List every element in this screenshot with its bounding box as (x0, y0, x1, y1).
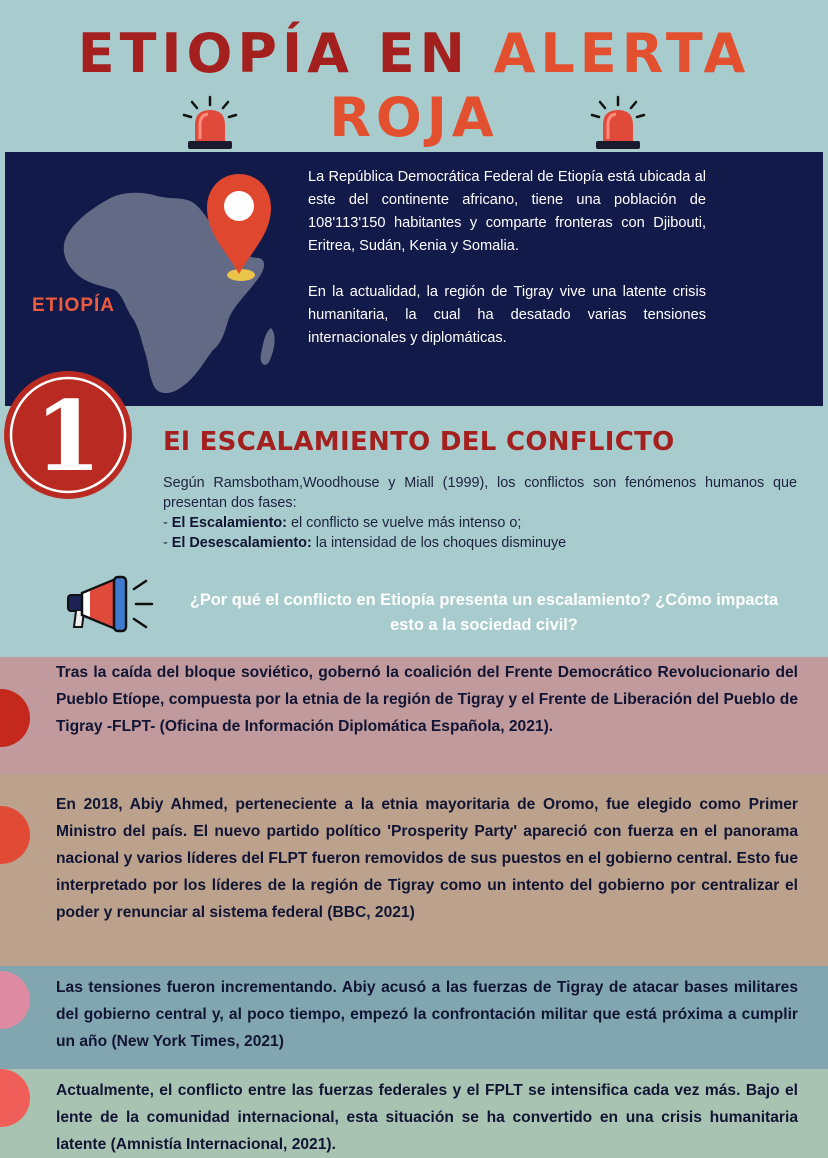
intro-paragraph-2: En la actualidad, la región de Tigray vive una latente crisis humanitaria, la cual ha desatado varias tensiones internacionales y diplomáticas. (308, 284, 706, 346)
phase-item-1 (163, 513, 797, 533)
timeline-dot-icon (0, 1069, 30, 1127)
intro-panel (5, 152, 823, 406)
page-title-line-2 (0, 86, 828, 150)
title-word-etiopia: ETIOPÍA (77, 22, 354, 85)
phase-item-2 (163, 533, 797, 553)
intro-paragraph-1: La República Democrática Federal de Etiopía está ubicada al este del continente africano, tiene una población de 108'113'150 habitantes y comparte fronteras con Djibouti, Eritrea, Sudán, Kenia y Somalia. (308, 169, 706, 254)
megaphone-icon (64, 575, 160, 633)
siren-icon (586, 95, 650, 153)
phase-bullet: - (163, 515, 172, 531)
timeline-text-2: En 2018, Abiy Ahmed, perteneciente a la etnia mayoritaria de Oromo, fue elegido como Primer Ministro del país. El nuevo partido político 'Prosperity Party' apareció con fuerza en el panorama nacional y varios líderes del FLPT fueron removidos de sus puestos en el gobierno central. Esto fue interpretado por los líderes de la región de Tigray como un intento del gobierno por centralizar el poder y renunciar al sistema federal (BBC, 2021) (56, 796, 798, 921)
phase-text: el conflicto se vuelve más intenso o; (286, 515, 522, 531)
title-word-alerta: ALERTA (493, 22, 751, 85)
section-intro-text: Según Ramsbotham,Woodhouse y Miall (1999), los conflictos son fenómenos humanos que presentan dos fases: (163, 475, 797, 511)
timeline-text-4: Actualmente, el conflicto entre las fuerzas federales y el FPLT se intensifica cada vez más. Bajo el lente de la comunidad internacional, esta situación se ha convertido en una crisis humanitaria latente (Amnistía Internacional, 2021). (56, 1082, 798, 1153)
intro-text (308, 166, 706, 350)
section-number: 1 (34, 380, 102, 493)
map-country-label: ETIOPÍA (32, 295, 116, 316)
timeline-band-2 (0, 774, 828, 966)
title-word-en: EN (377, 22, 470, 85)
section-title: El ESCALAMIENTO DEL CONFLICTO (163, 427, 675, 457)
siren-icon (178, 95, 242, 153)
phase-term: El Escalamiento: (171, 515, 287, 531)
page-title-line-1 (0, 22, 828, 86)
title-word-roja: ROJA (329, 86, 499, 149)
timeline-dot-icon (0, 971, 30, 1029)
timeline-band-3 (0, 966, 828, 1069)
timeline-dot-icon (0, 689, 30, 747)
phase-text: la intensidad de los choques disminuye (311, 535, 567, 551)
timeline-text-1: Tras la caída del bloque soviético, gobernó la coalición del Frente Democrático Revolucionario del Pueblo Etíope, compuesta por la etnia de la región de Tigray y el Frente de Liberación del Pueblo de Tigray -FLPT- (Oficina de Información Diplomática Española, 2021). (56, 664, 798, 735)
phase-bullet: - (163, 535, 172, 551)
timeline-band-4 (0, 1069, 828, 1158)
section-number-badge (0, 370, 140, 500)
timeline-text-3: Las tensiones fueron incrementando. Abiy acusó a las fuerzas de Tigray de atacar bases militares del gobierno central y, al poco tiempo, empezó la confrontación militar que está próxima a cumplir un año (New York Times, 2021) (56, 979, 798, 1050)
phase-term: El Desescalamiento: (171, 535, 312, 551)
section-body (163, 473, 797, 553)
timeline-dot-icon (0, 806, 30, 864)
location-pin-icon (203, 170, 275, 288)
timeline-band-1 (0, 657, 828, 774)
section-question: ¿Por qué el conflicto en Etiopía presenta un escalamiento? ¿Cómo impacta esto a la sociedad civil? (189, 591, 779, 634)
